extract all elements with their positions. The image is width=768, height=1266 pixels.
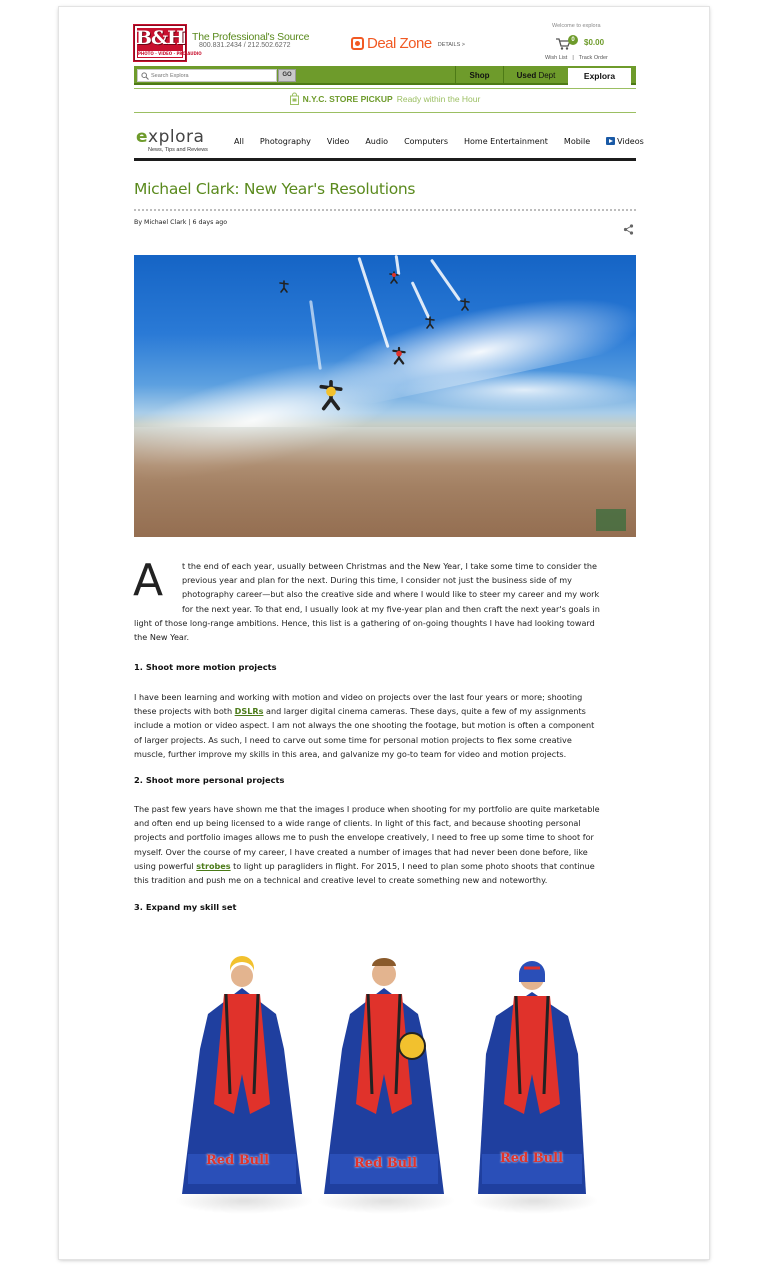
explora-logo-tagline: News, Tips and Reviews: [148, 147, 208, 153]
explora-logo-e: e: [136, 127, 149, 147]
cloud: [394, 370, 654, 410]
paragraph-text: and larger digital cinema cameras. These days, quite a few of my assignments: [263, 706, 586, 717]
paragraph-text: using powerful: [134, 860, 197, 871]
cart-total[interactable]: $0.00: [584, 38, 605, 47]
wish-list-link[interactable]: Wish List: [545, 55, 568, 61]
search-box[interactable]: [137, 69, 277, 82]
intro-paragraph: [133, 555, 636, 644]
intro-line: the New Year.: [134, 632, 190, 643]
nav-audio[interactable]: Audio: [365, 137, 389, 146]
paragraph-text: these projects with both: [134, 706, 235, 717]
nav-video[interactable]: Video: [326, 137, 350, 146]
nav-videos-label: Videos: [617, 137, 644, 146]
green-fields: [596, 509, 626, 531]
section-2-paragraph: [134, 802, 636, 887]
tab-used-label: Used: [516, 71, 537, 80]
hero-image-skydivers: [134, 255, 636, 537]
play-icon: [606, 137, 615, 145]
tagline: The Professional's Source: [192, 31, 310, 43]
track-order-link[interactable]: Track Order: [578, 55, 608, 61]
paragraph-line: of larger projects. As such, I need to carve out some time for personal motion projects to flex some creative: [134, 734, 572, 745]
section-heading-2: 2. Shoot more personal projects: [134, 775, 285, 785]
wingsuit-team-image: [134, 948, 636, 1218]
paragraph-line: myself. Over the course of my career, I have created a number of images that had never been done before, like: [134, 846, 588, 857]
smoke-trail: [411, 281, 431, 319]
nav-home-entertainment[interactable]: Home Entertainment: [464, 137, 548, 146]
skydiver: [392, 345, 406, 365]
skydiver: [279, 279, 289, 293]
nav-photography[interactable]: Photography: [259, 137, 311, 146]
dslrs-link[interactable]: DSLRs: [234, 706, 264, 717]
red-bull-logo-2: Red Bull: [354, 1156, 418, 1171]
skydiver: [317, 377, 345, 411]
shopping-bag-icon: [290, 93, 299, 105]
share-icon[interactable]: [623, 224, 634, 235]
explora-topnav: [234, 137, 660, 146]
phone-numbers: 800.831.2434 / 212.502.6272: [199, 42, 291, 49]
search-go-button[interactable]: GO: [278, 69, 296, 82]
paragraph-line: and often end up being licensed to a wide range of clients. In light of this fact, and because shooting personal: [134, 818, 581, 829]
skydiver: [460, 297, 470, 311]
desert-ground: [134, 427, 636, 537]
section-1-paragraph: [134, 690, 636, 761]
store-pickup-banner[interactable]: [134, 93, 636, 105]
pickup-divider-bottom: [134, 112, 636, 113]
tab-used-dept[interactable]: [503, 66, 568, 85]
paragraph-line: The past few years have shown me that the images I produce when shooting for my portfolio are quite marketable: [134, 804, 600, 814]
page-title: Michael Clark: New Year's Resolutions: [134, 180, 416, 198]
title-divider: [134, 209, 636, 211]
intro-line: for the next year. To that end, I usually look at my five-year plan and then craft the next year's goals in: [182, 603, 600, 614]
red-bull-logo-1: Red Bull: [206, 1153, 270, 1168]
section-heading-3: 3. Expand my skill set: [134, 902, 237, 912]
search-icon: [141, 72, 149, 80]
skydiver: [389, 270, 399, 284]
dealzone-icon: [351, 37, 364, 50]
paragraph-line: include a motion or video aspect. I am not always the one shooting the footage, but motion is often a component: [134, 720, 595, 731]
nav-divider: [134, 158, 636, 161]
welcome-text: Welcome to explora: [552, 23, 601, 29]
strobes-link[interactable]: strobes: [196, 860, 231, 871]
paragraph-line: [134, 859, 636, 873]
paragraph-line: [134, 704, 636, 718]
drop-cap: A: [133, 555, 164, 606]
bh-logo-subtext: PHOTO · VIDEO · PRO AUDIO: [138, 51, 202, 56]
intro-line: t the end of each year, usually between Christmas and the New Year, I take some time to consider the: [182, 561, 598, 571]
intro-line: previous year and plan for the next. During this time, I consider not just the business side of my: [182, 575, 572, 586]
wingsuit-person: [468, 954, 596, 1204]
tab-explora[interactable]: Explora: [568, 68, 631, 85]
dealzone-details-link[interactable]: DETAILS >: [437, 41, 465, 48]
nav-all[interactable]: All: [234, 137, 244, 146]
paragraph-line: I have been learning and working with motion and video on projects over the last four years or more; shooting: [134, 692, 583, 702]
paragraph-line: muscle, further improve my skills in this area, and galvanize my go-to team for video and motion projects.: [134, 748, 567, 759]
dealzone-label: Deal Zone: [367, 35, 432, 52]
explora-logo-rest: xplora: [148, 127, 205, 147]
tab-dept-label: Dept: [536, 71, 556, 80]
account-links-separator: |: [572, 55, 574, 61]
red-bull-logo-3: Red Bull: [500, 1151, 564, 1166]
section-heading-1: 1. Shoot more motion projects: [134, 662, 277, 672]
paragraph-line: this tradition and push me on a technical and creative level to create something new and noteworthy.: [134, 875, 548, 886]
paragraph-text: to light up paragliders in flight. For 2015, I need to plan some photo shoots that continue: [230, 860, 595, 871]
byline: By Michael Clark | 6 days ago: [134, 219, 228, 226]
skydiver: [425, 315, 435, 329]
bh-logo[interactable]: [134, 25, 202, 61]
explora-logo-word: [136, 127, 204, 147]
cart-count-badge: 0: [568, 35, 578, 45]
intro-line: photography career—but also the creative side and where I would like to steer my career and my work: [182, 589, 600, 600]
intro-line: light of those long-range ambitions. Hence, this list is a gathering of on-going thoughts I have had looking toward: [134, 617, 595, 628]
tab-shop[interactable]: Shop: [455, 66, 503, 85]
pickup-divider-top: [134, 88, 636, 89]
nav-computers[interactable]: Computers: [404, 137, 449, 146]
explora-logo[interactable]: [136, 127, 218, 155]
account-links: [545, 55, 608, 61]
nav-videos[interactable]: [606, 137, 644, 146]
pickup-subtitle: Ready within the Hour: [396, 94, 481, 104]
bh-logo-text: B&H: [135, 27, 185, 49]
nav-mobile[interactable]: Mobile: [563, 137, 591, 146]
paragraph-line: projects and portfolio images allows me to push the envelope creatively, I need to free up some time to shoot for: [134, 832, 594, 843]
pickup-title: N.Y.C. STORE PICKUP: [302, 94, 393, 104]
smoke-trail: [430, 259, 461, 302]
dealzone-link[interactable]: [351, 35, 465, 52]
search-input[interactable]: [151, 73, 271, 79]
